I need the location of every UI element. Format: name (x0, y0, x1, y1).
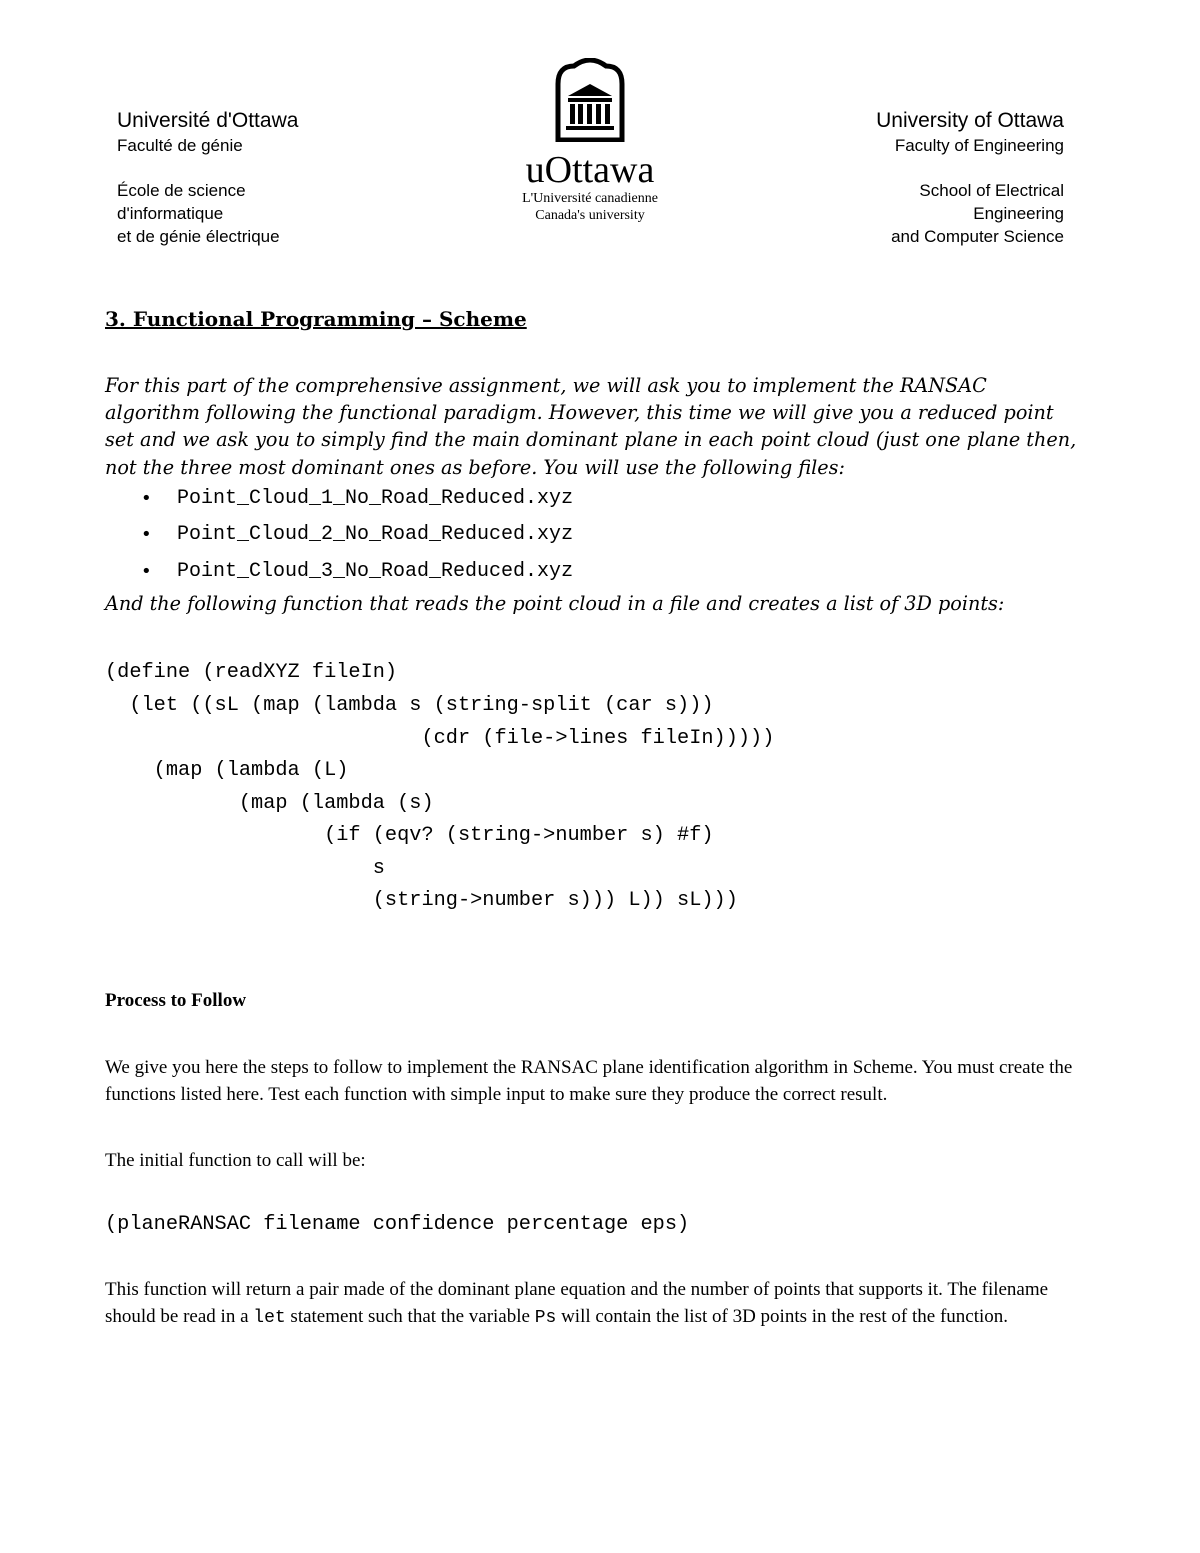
file-list-item: • Point_Cloud_2_No_Road_Reduced.xyz (105, 517, 1085, 554)
faculty-name-en: Faculty of Engineering (894, 136, 1064, 155)
file-list-item: • Point_Cloud_1_No_Road_Reduced.xyz (105, 481, 1085, 518)
text-run: statement such that the variable (285, 1306, 535, 1328)
logo-wordmark: uOttawa (525, 149, 655, 191)
file-list-item: • Point_Cloud_3_No_Road_Reduced.xyz (105, 554, 1085, 591)
file-list (105, 481, 1085, 591)
text-run: will contain the list of 3D points in the rest of the function. (556, 1306, 1009, 1328)
logo-tagline-fr: L'Université canadienne (522, 191, 658, 206)
university-name-en: University of Ottawa (876, 109, 1064, 132)
school-line-en: School of Electrical (919, 181, 1064, 200)
initial-call-intro: The initial function to call will be: (105, 1150, 366, 1172)
school-line-fr: d'informatique (117, 204, 224, 223)
school-line-fr: et de génie électrique (117, 227, 280, 246)
intro-paragraph: For this part of the comprehensive assignment, we will ask you to implement the RANSAC algorithm following the functional paradigm. However, this time we will give you a reduced point set and we ask you to simply find the main dominant plane in each point cloud (just one plane then, not the three most dominant ones as before. You will use the following files: (105, 374, 1077, 479)
faculty-name-fr: Faculté de génie (117, 136, 243, 155)
school-line-en: and Computer Science (891, 227, 1064, 246)
school-line-en: Engineering (973, 204, 1064, 223)
text-run: This function will return a pair made of the dominant plane equation and the number of points that supports it. The filename should be read in a (105, 1279, 1049, 1328)
logo-tagline-en: Canada's university (535, 208, 645, 223)
initial-call-code: (planeRANSAC filename confidence percentage eps) (105, 1213, 690, 1237)
readxyz-code-block: (define (readXYZ fileIn) (let ((sL (map (lambda s (string-split (car s))) (cdr (file->lines fileIn))))) (map (lambda (L) (map (lambda (s) (if (eqv? (string->number s) #f) s (string->number s))) L)) sL))) (105, 661, 775, 913)
school-line-fr: École de science (117, 181, 246, 200)
inline-code-let: let (253, 1308, 286, 1329)
header-left (117, 108, 298, 248)
building-icon (554, 58, 626, 142)
university-name-fr: Université d'Ottawa (117, 109, 299, 132)
document-body (105, 305, 1085, 1332)
process-heading: Process to Follow (105, 990, 247, 1012)
uottawa-logo (505, 58, 675, 224)
function-intro: And the following function that reads the point cloud in a file and creates a list of 3D points: (105, 592, 1005, 616)
header-right (876, 108, 1064, 248)
section-title: 3. Functional Programming – Scheme (105, 307, 527, 331)
return-description (105, 1276, 1085, 1332)
inline-code-ps: Ps (534, 1308, 557, 1329)
process-paragraph: We give you here the steps to follow to implement the RANSAC plane identification algorithm in Scheme. You must create the functions listed here. Test each function with simple input to make sure they produce the correct result. (105, 1057, 1073, 1106)
